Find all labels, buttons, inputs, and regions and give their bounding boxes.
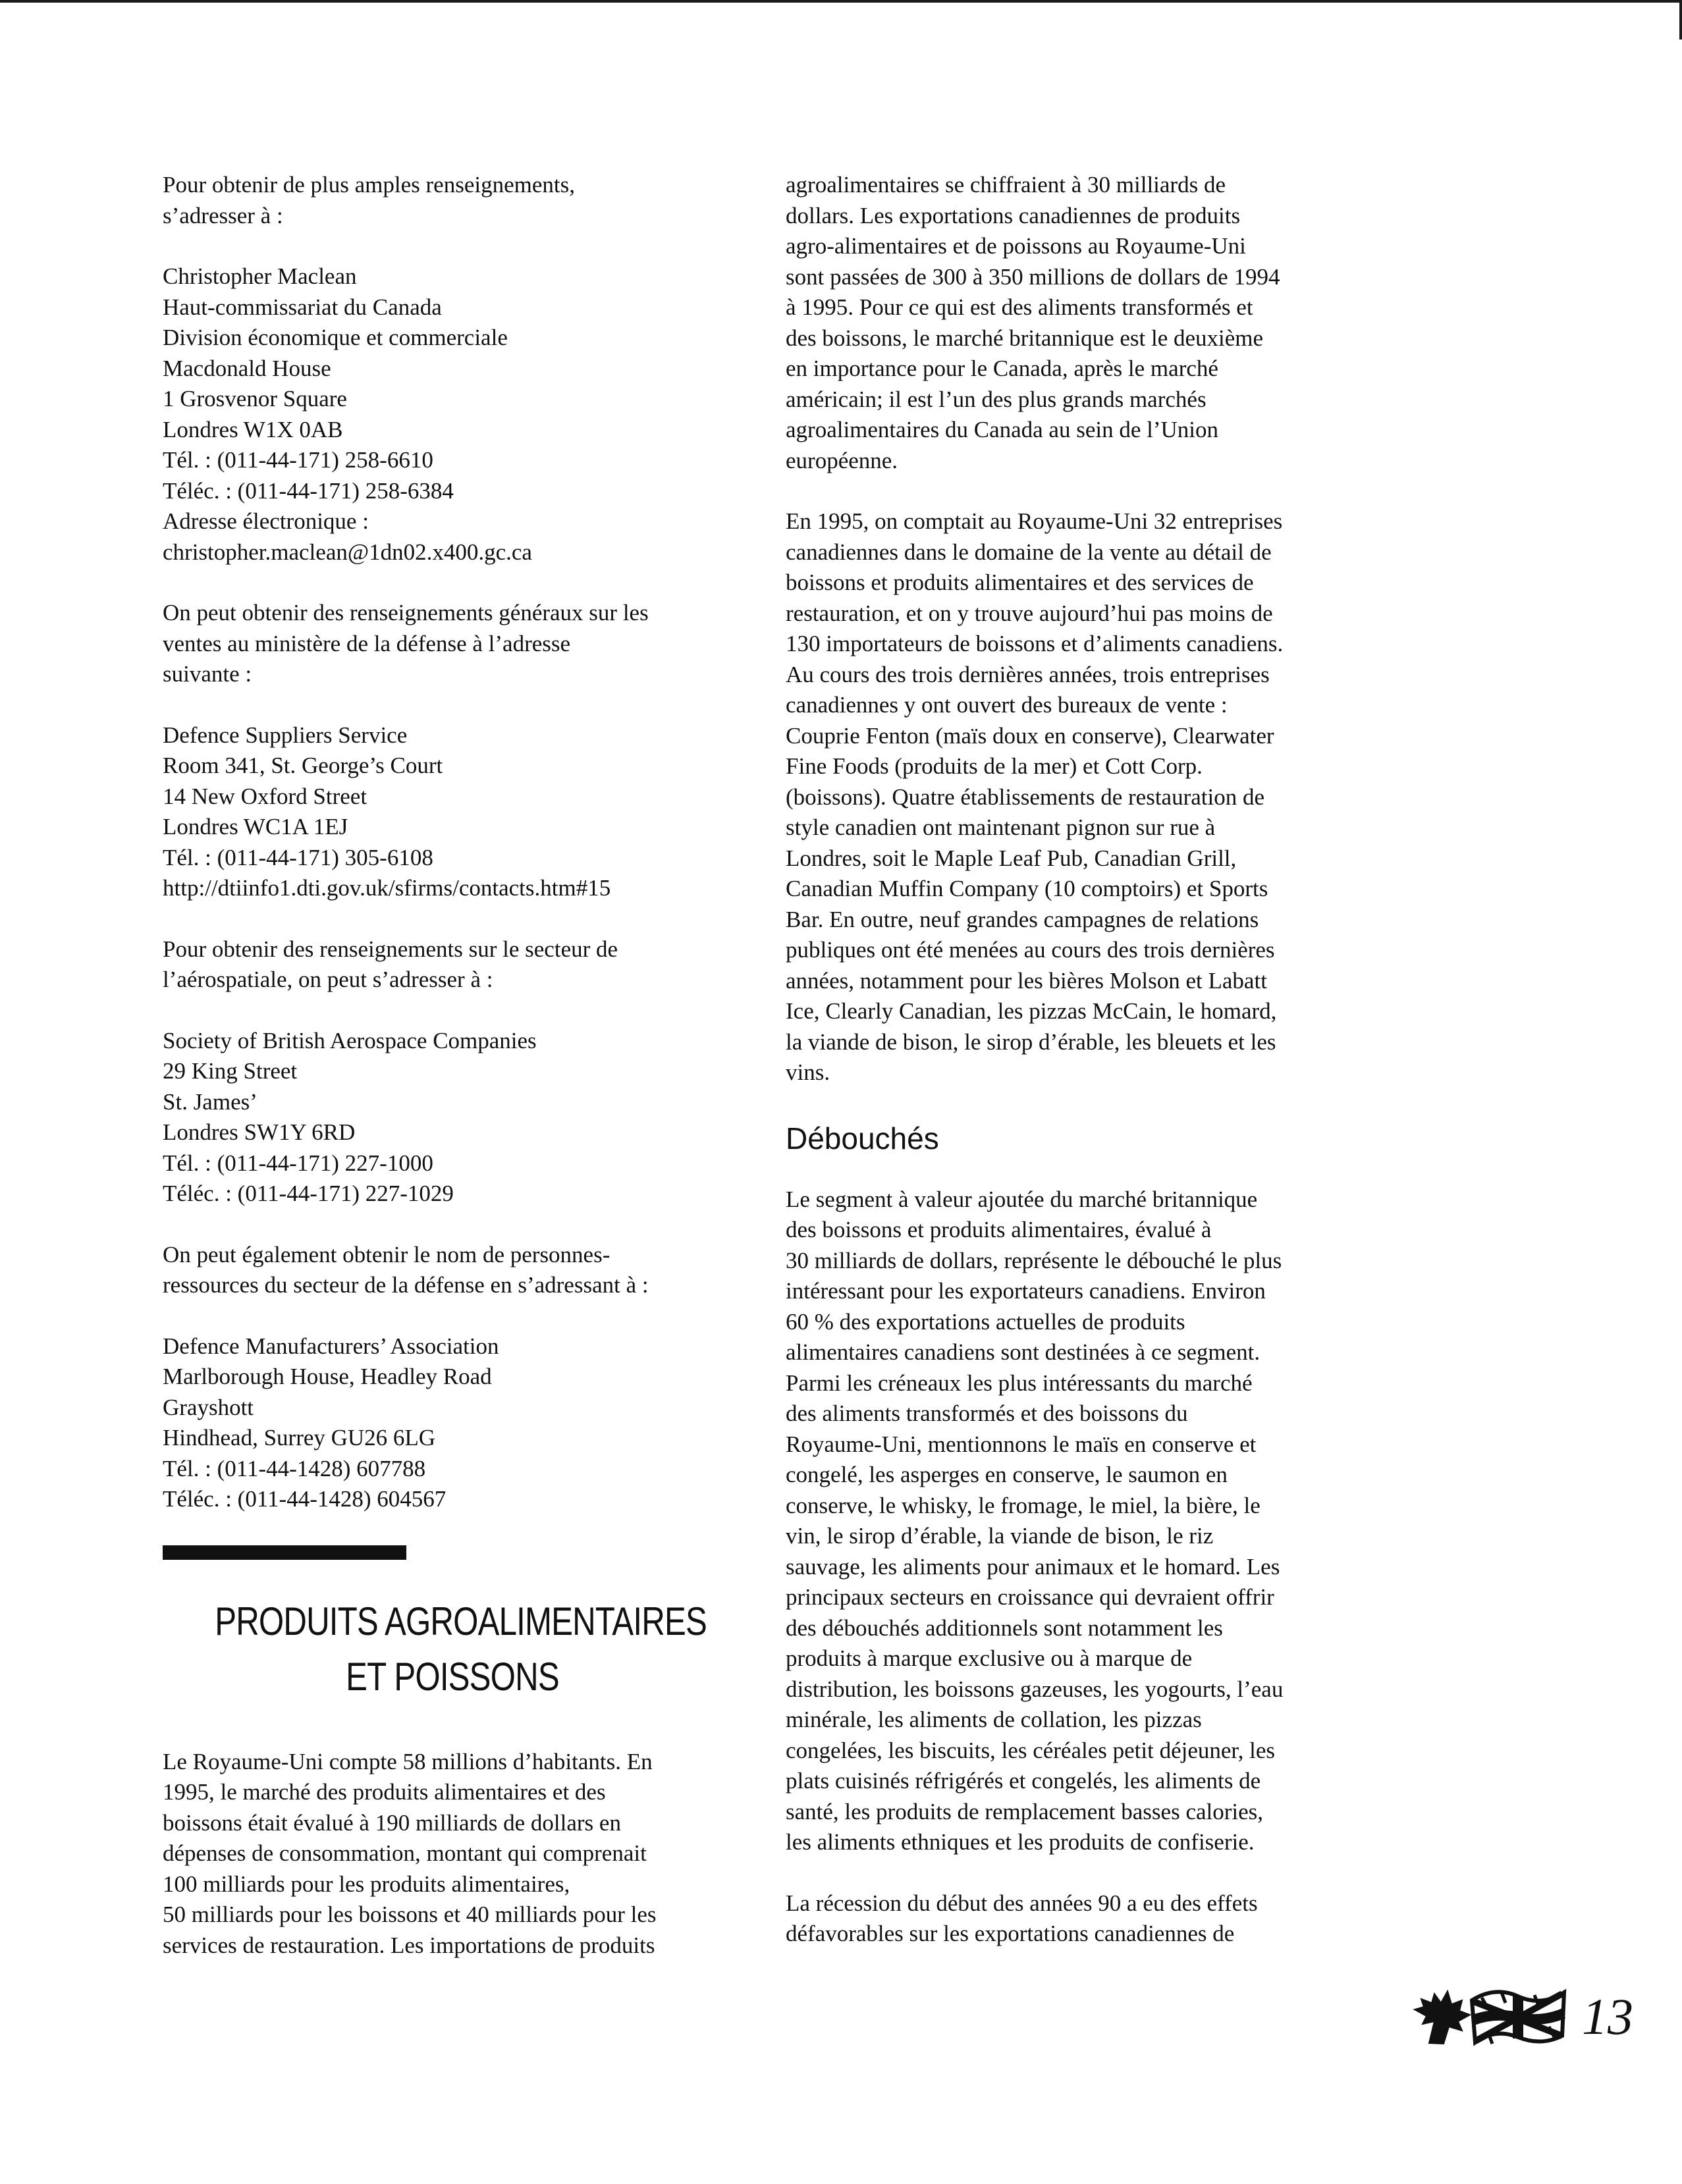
text-line: publiques ont été menées au cours des trois dernières bbox=[786, 937, 1275, 963]
aerospace-intro bbox=[163, 934, 742, 996]
union-jack-maple-leaf-flag-icon bbox=[1409, 1981, 1567, 2053]
text-line: Parmi les créneaux les plus intéressants du marché bbox=[786, 1370, 1253, 1396]
text-line: Londres WC1A 1EJ bbox=[163, 814, 348, 839]
text-line: restauration, et on y trouve aujourd’hui pas moins de bbox=[786, 600, 1273, 626]
text-line: les aliments ethniques et les produits de confiserie. bbox=[786, 1829, 1255, 1855]
text-line: s’adresser à : bbox=[163, 202, 283, 228]
text-line: canadiennes dans le domaine de la vente au détail de bbox=[786, 539, 1272, 565]
contact-intro bbox=[163, 170, 742, 231]
text-line: agroalimentaires se chiffraient à 30 milliards de bbox=[786, 172, 1226, 198]
text-line: Tél. : (011-44-1428) 607788 bbox=[163, 1455, 426, 1481]
text-line: Pour obtenir de plus amples renseignements, bbox=[163, 172, 575, 198]
text-line: congelées, les biscuits, les céréales petit déjeuner, les bbox=[786, 1737, 1276, 1763]
text-line: en importance pour le Canada, après le marché bbox=[786, 356, 1218, 381]
text-line: Londres SW1Y 6RD bbox=[163, 1119, 356, 1145]
text-line: Le segment à valeur ajoutée du marché britannique bbox=[786, 1186, 1258, 1212]
text-line: Haut-commissariat du Canada bbox=[163, 294, 442, 320]
text-line: l’aérospatiale, on peut s’adresser à : bbox=[163, 967, 493, 992]
text-line: Grayshott bbox=[163, 1394, 254, 1420]
text-line: 130 importateurs de boissons et d’aliments canadiens. bbox=[786, 631, 1284, 656]
section-divider-bar bbox=[163, 1545, 406, 1560]
text-line: Ice, Clearly Canadian, les pizzas McCain, le homard, bbox=[786, 998, 1277, 1024]
text-line: Defence Suppliers Service bbox=[163, 722, 408, 748]
text-line: ventes au ministère de la défense à l’adresse bbox=[163, 630, 571, 656]
text-line: des aliments transformés et des boissons du bbox=[786, 1400, 1188, 1426]
text-line: Royaume-Uni, mentionnons le maïs en conserve et bbox=[786, 1431, 1257, 1457]
text-line: boissons était évalué à 190 milliards de dollars en bbox=[163, 1809, 621, 1836]
text-line: 60 % des exportations actuelles de produits bbox=[786, 1308, 1185, 1335]
text-line: principaux secteurs en croissance qui devraient offrir bbox=[786, 1584, 1274, 1610]
text-line: défavorables sur les exportations canadiennes de bbox=[786, 1921, 1235, 1946]
text-line: 30 milliards de dollars, représente le débouché le plus bbox=[786, 1247, 1282, 1273]
contact-block-defence-manufacturers bbox=[163, 1331, 742, 1515]
text-line: vins. bbox=[786, 1059, 830, 1085]
text-line: sauvage, les aliments pour animaux et le homard. Les bbox=[786, 1553, 1280, 1580]
text-line: Room 341, St. George’s Court bbox=[163, 753, 443, 778]
text-line: des boissons, le marché britannique est le deuxième bbox=[786, 325, 1264, 351]
text-line: conserve, le whisky, le fromage, le miel, la bière, le bbox=[786, 1492, 1261, 1518]
text-line: ET POISSONS bbox=[346, 1654, 559, 1699]
text-line: Pour obtenir des renseignements sur le secteur de bbox=[163, 936, 618, 962]
text-line: Téléc. : (011-44-1428) 604567 bbox=[163, 1486, 447, 1512]
text-line: des boissons et produits alimentaires, évalué à bbox=[786, 1217, 1212, 1242]
text-line: Fine Foods (produits de la mer) et Cott Corp. bbox=[786, 753, 1203, 779]
text-line: boissons et produits alimentaires et des services de bbox=[786, 570, 1254, 595]
text-line: Londres, soit le Maple Leaf Pub, Canadian Grill, bbox=[786, 845, 1237, 871]
text-line: à 1995. Pour ce qui est des aliments transformés et bbox=[786, 294, 1253, 320]
text-line: 29 King Street bbox=[163, 1058, 298, 1084]
page-number: 13 bbox=[1582, 1988, 1633, 2045]
contact-block-maclean bbox=[163, 261, 742, 568]
text-line: St. James’ bbox=[163, 1088, 258, 1115]
text-line: américain; il est l’un des plus grands marchés bbox=[786, 386, 1207, 412]
text-line: 1 Grosvenor Square bbox=[163, 386, 347, 412]
text-line: Londres W1X 0AB bbox=[163, 416, 343, 442]
text-line: PRODUITS AGROALIMENTAIRES bbox=[215, 1599, 707, 1643]
text-line: Division économique et commerciale bbox=[163, 325, 508, 350]
text-line: On peut obtenir des renseignements généraux sur les bbox=[163, 600, 649, 626]
text-line: congelé, les asperges en conserve, le saumon en bbox=[786, 1462, 1228, 1487]
text-line: christopher.maclean@1dn02.x400.gc.ca bbox=[163, 539, 532, 565]
recession-paragraph bbox=[786, 1888, 1365, 1950]
text-line: Au cours des trois dernières années, trois entreprises bbox=[786, 661, 1270, 687]
text-line: plats cuisinés réfrigérés et congelés, les aliments de bbox=[786, 1768, 1261, 1794]
text-line: Bar. En outre, neuf grandes campagnes de relations bbox=[786, 906, 1259, 932]
text-line: (boissons). Quatre établissements de restauration de bbox=[786, 784, 1265, 810]
text-line: Couprie Fenton (maïs doux en conserve), Clearwater bbox=[786, 722, 1274, 749]
text-line: http://dtiinfo1.dti.gov.uk/sfirms/contacts.htm#15 bbox=[163, 875, 611, 901]
text-line: santé, les produits de remplacement basses calories, bbox=[786, 1798, 1264, 1824]
companies-paragraph bbox=[786, 506, 1365, 1088]
text-line: dollars. Les exportations canadiennes de produits bbox=[786, 202, 1241, 228]
contact-block-defence-suppliers bbox=[163, 720, 742, 904]
text-line: Téléc. : (011-44-171) 258-6384 bbox=[163, 477, 454, 504]
text-line: Defence Manufacturers’ Association bbox=[163, 1333, 499, 1359]
text-line: 100 milliards pour les produits alimentaires, bbox=[163, 1871, 570, 1897]
text-line: suivante : bbox=[163, 661, 252, 687]
text-line: sont passées de 300 à 350 millions de dollars de 1994 bbox=[786, 263, 1280, 290]
defense-contacts-intro bbox=[163, 1240, 742, 1301]
text-line: Hindhead, Surrey GU26 6LG bbox=[163, 1425, 436, 1451]
text-line: services de restauration. Les importations de produits bbox=[163, 1932, 655, 1958]
text-line: minérale, les aliments de collation, les pizzas bbox=[786, 1707, 1202, 1732]
text-line: Society of British Aerospace Companies bbox=[163, 1027, 537, 1053]
text-line: Adresse électronique : bbox=[163, 508, 369, 534]
text-line: canadiennes y ont ouvert des bureaux de vente : bbox=[786, 692, 1228, 718]
page-footer bbox=[1409, 1981, 1646, 2053]
text-line: Téléc. : (011-44-171) 227-1029 bbox=[163, 1181, 454, 1206]
section-intro-paragraph bbox=[163, 1747, 742, 1961]
text-line: 1995, le marché des produits alimentaires et des bbox=[163, 1779, 606, 1805]
defense-sales-intro bbox=[163, 598, 742, 690]
section-title bbox=[215, 1594, 707, 1705]
right-border-rule bbox=[1679, 0, 1682, 40]
text-line: agro-alimentaires et de poissons au Royaume-Uni bbox=[786, 233, 1246, 259]
text-line: européenne. bbox=[786, 447, 898, 473]
text-line: intéressant pour les exportateurs canadiens. Environ bbox=[786, 1278, 1266, 1304]
text-line: Tél. : (011-44-171) 305-6108 bbox=[163, 844, 433, 870]
text-line: 50 milliards pour les boissons et 40 milliards pour les bbox=[163, 1902, 657, 1927]
text-line: style canadien ont maintenant pignon sur rue à bbox=[786, 814, 1216, 840]
text-line: Canadian Muffin Company (10 comptoirs) et Sports bbox=[786, 876, 1268, 901]
text-line: ressources du secteur de la défense en s’adressant à : bbox=[163, 1272, 649, 1298]
text-line: On peut également obtenir le nom de personnes- bbox=[163, 1241, 610, 1267]
text-line: produits à marque exclusive ou à marque de bbox=[786, 1645, 1193, 1671]
text-line: vin, le sirop d’érable, la viande de bison, le riz bbox=[786, 1523, 1214, 1549]
text-line: La récession du début des années 90 a eu des effets bbox=[786, 1890, 1258, 1916]
subheading-debouches: Débouchés bbox=[786, 1121, 939, 1156]
text-line: Marlborough House, Headley Road bbox=[163, 1364, 492, 1389]
text-line: distribution, les boissons gazeuses, les yogourts, l’eau bbox=[786, 1676, 1284, 1702]
left-column bbox=[163, 170, 742, 1991]
text-line: Le Royaume-Uni compte 58 millions d’habitants. En bbox=[163, 1748, 653, 1774]
text-line: des débouchés additionnels sont notamment les bbox=[786, 1614, 1223, 1641]
text-line: dépenses de consommation, montant qui comprenait bbox=[163, 1840, 647, 1866]
text-line: Tél. : (011-44-171) 227-1000 bbox=[163, 1150, 433, 1176]
top-border-rule bbox=[0, 0, 1682, 3]
contact-block-aerospace bbox=[163, 1026, 742, 1210]
text-line: Christopher Maclean bbox=[163, 263, 357, 289]
text-line: agroalimentaires du Canada au sein de l’Union bbox=[786, 417, 1219, 442]
imports-paragraph bbox=[786, 170, 1365, 476]
text-line: En 1995, on comptait au Royaume-Uni 32 entreprises bbox=[786, 508, 1283, 534]
text-line: Macdonald House bbox=[163, 355, 331, 381]
text-line: 14 New Oxford Street bbox=[163, 783, 367, 809]
opportunities-paragraph bbox=[786, 1185, 1365, 1858]
text-line: Tél. : (011-44-171) 258-6610 bbox=[163, 447, 433, 473]
right-column bbox=[786, 170, 1365, 1980]
text-line: années, notamment pour les bières Molson et Labatt bbox=[786, 967, 1267, 994]
text-line: alimentaires canadiens sont destinées à ce segment. bbox=[786, 1339, 1261, 1365]
text-line: la viande de bison, le sirop d’érable, les bleuets et les bbox=[786, 1028, 1276, 1055]
